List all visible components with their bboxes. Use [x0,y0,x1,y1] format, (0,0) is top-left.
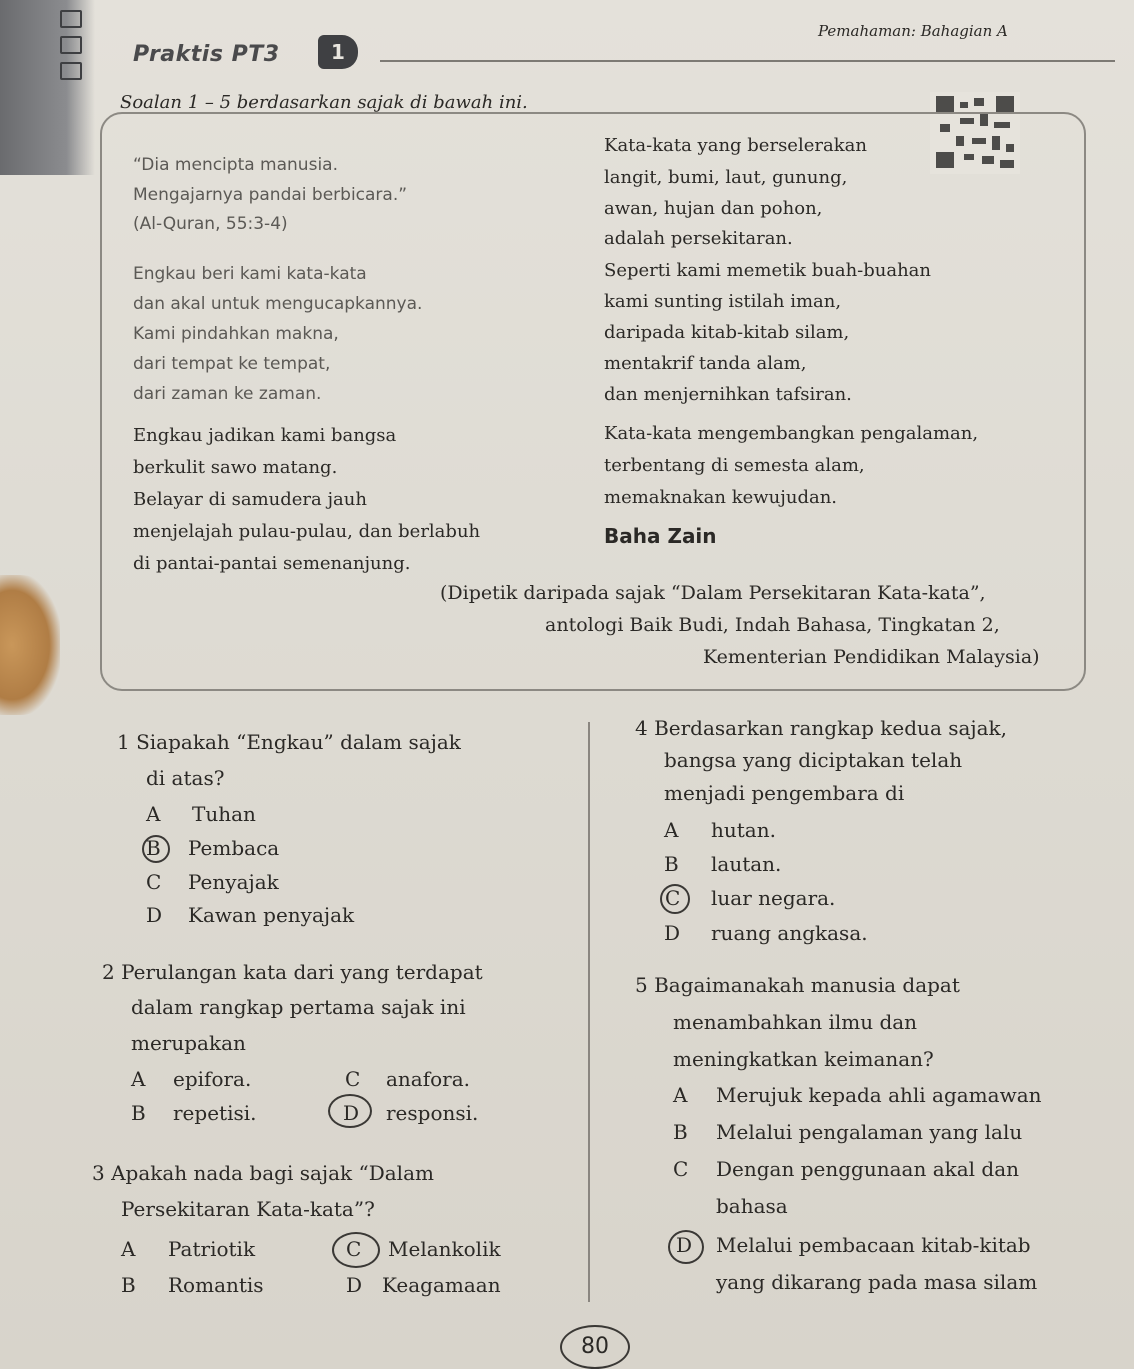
q1-option-text: Kawan penyajak [188,903,355,927]
q3-option-letter: A [121,1237,136,1261]
q5-stem: menambahkan ilmu dan [673,1010,918,1034]
poem-right-line: Kata-kata yang berselerakan [604,135,867,156]
q4-option-text: hutan. [711,818,776,842]
page-number: 80 [560,1325,630,1369]
poem-author: Baha Zain [604,524,717,548]
q2-option-letter: B [131,1101,146,1125]
q3-option-text: Romantis [168,1273,264,1297]
poem-left-line: dan akal untuk mengucapkannya. [133,294,423,314]
poem-right-line: adalah persekitaran. [604,228,793,249]
poem-left-line: dari tempat ke tempat, [133,354,331,374]
q2-stem: merupakan [131,1031,246,1055]
q5-stem: meningkatkan keimanan? [673,1047,934,1071]
edge-box-icon [60,62,82,80]
q5-stem: 5 Bagaimanakah manusia dapat [635,973,960,997]
q5-option-letter: C [673,1157,689,1181]
q2-option-letter: A [131,1067,146,1091]
q4-stem: menjadi pengembara di [664,781,905,805]
poem-left-line: berkulit sawo matang. [133,457,338,478]
q2-stem: 2 Perulangan kata dari yang terdapat [102,960,483,984]
q3-option-text: Keagamaan [382,1273,501,1297]
header-rule [380,60,1115,62]
poem-left-line: Belayar di samudera jauh [133,489,367,510]
poem-left-line: menjelajah pulau-pulau, dan berlabuh [133,521,481,542]
poem-right-line: Kata-kata mengembangkan pengalaman, [604,423,979,444]
poem-right-line: mentakrif tanda alam, [604,353,807,374]
section-subtitle: Pemahaman: Bahagian A [818,22,1008,40]
q5-option-letter: D [676,1233,693,1257]
instruction: Soalan 1 – 5 berdasarkan sajak di bawah ini. [120,92,528,113]
q2-option-text: anafora. [386,1067,471,1091]
poem-right-line: memaknakan kewujudan. [604,487,838,508]
q2-option-text: repetisi. [173,1101,257,1125]
q1-stem: di atas? [146,766,225,790]
q2-option-letter: D [343,1101,360,1125]
q4-option-letter: C [665,886,681,910]
section-badge: 1 [318,35,358,69]
poem-right-line: Seperti kami memetik buah-buahan [604,260,932,281]
edge-box-icon [60,10,82,28]
poem-credit: antologi Baik Budi, Indah Bahasa, Tingkatan 2, [545,614,1000,636]
poem-right-line: dan menjernihkan tafsiran. [604,384,852,405]
q1-option-text: Penyajak [188,870,279,894]
poem-credit: Kementerian Pendidikan Malaysia) [703,646,1040,668]
q2-stem: dalam rangkap pertama sajak ini [131,995,466,1019]
poem-right-line: kami sunting istilah iman, [604,291,842,312]
finger-shadow [0,575,60,715]
q1-option-letter: D [146,903,163,927]
poem-right-line: daripada kitab-kitab silam, [604,322,850,343]
column-divider [588,722,590,1302]
q5-option-letter: A [673,1083,688,1107]
q3-option-text: Patriotik [168,1237,256,1261]
q4-stem: 4 Berdasarkan rangkap kedua sajak, [635,716,1008,740]
poem-left-line: Kami pindahkan makna, [133,324,339,344]
poem-right-line: terbentang di semesta alam, [604,455,865,476]
q3-option-letter: D [346,1273,363,1297]
q1-option-text: Tuhan [192,802,256,826]
q4-option-letter: D [664,921,681,945]
q3-option-letter: C [346,1237,362,1261]
q1-option-letter: B [146,836,161,860]
q1-stem: 1 Siapakah “Engkau” dalam sajak [117,730,461,754]
q4-option-text: lautan. [711,852,782,876]
q2-option-letter: C [345,1067,361,1091]
poem-credit: (Dipetik daripada sajak “Dalam Persekitaran Kata-kata”, [440,582,986,604]
q1-option-text: Pembaca [188,836,280,860]
q5-option-text: Melalui pengalaman yang lalu [716,1120,1023,1144]
poem-left-line: Engkau beri kami kata-kata [133,264,367,284]
poem-right-line: awan, hujan dan pohon, [604,198,823,219]
q2-option-text: epifora. [173,1067,252,1091]
poem-left-line: di pantai-pantai semenanjung. [133,553,411,574]
q5-option-text: Dengan penggunaan akal dan [716,1157,1020,1181]
q5-option-text: bahasa [716,1194,788,1218]
q5-option-text: Melalui pembacaan kitab-kitab [716,1233,1031,1257]
section-title: Praktis PT3 [133,42,280,67]
q4-option-letter: A [664,818,679,842]
q4-option-text: luar negara. [711,886,836,910]
q4-option-text: ruang angkasa. [711,921,868,945]
poem-left-line: Engkau jadikan kami bangsa [133,425,397,446]
q4-stem: bangsa yang diciptakan telah [664,748,963,772]
q5-option-text: Merujuk kepada ahli agamawan [716,1083,1042,1107]
poem-left-line: Mengajarnya pandai berbicara.” [133,185,408,205]
q4-option-letter: B [664,852,679,876]
q3-option-letter: B [121,1273,136,1297]
q2-option-text: responsi. [386,1101,479,1125]
q1-option-letter: A [146,802,161,826]
edge-box-icon [60,36,82,54]
q3-option-text: Melankolik [388,1237,501,1261]
q1-option-letter: C [146,870,162,894]
poem-right-line: langit, bumi, laut, gunung, [604,167,848,188]
q3-stem: Persekitaran Kata-kata”? [121,1197,375,1221]
q5-option-letter: B [673,1120,688,1144]
poem-left-line: dari zaman ke zaman. [133,384,322,404]
poem-left-line: (Al-Quran, 55:3-4) [133,214,288,234]
q5-option-text: yang dikarang pada masa silam [716,1270,1038,1294]
q3-stem: 3 Apakah nada bagi sajak “Dalam [92,1161,434,1185]
poem-left-line: “Dia mencipta manusia. [133,155,338,175]
